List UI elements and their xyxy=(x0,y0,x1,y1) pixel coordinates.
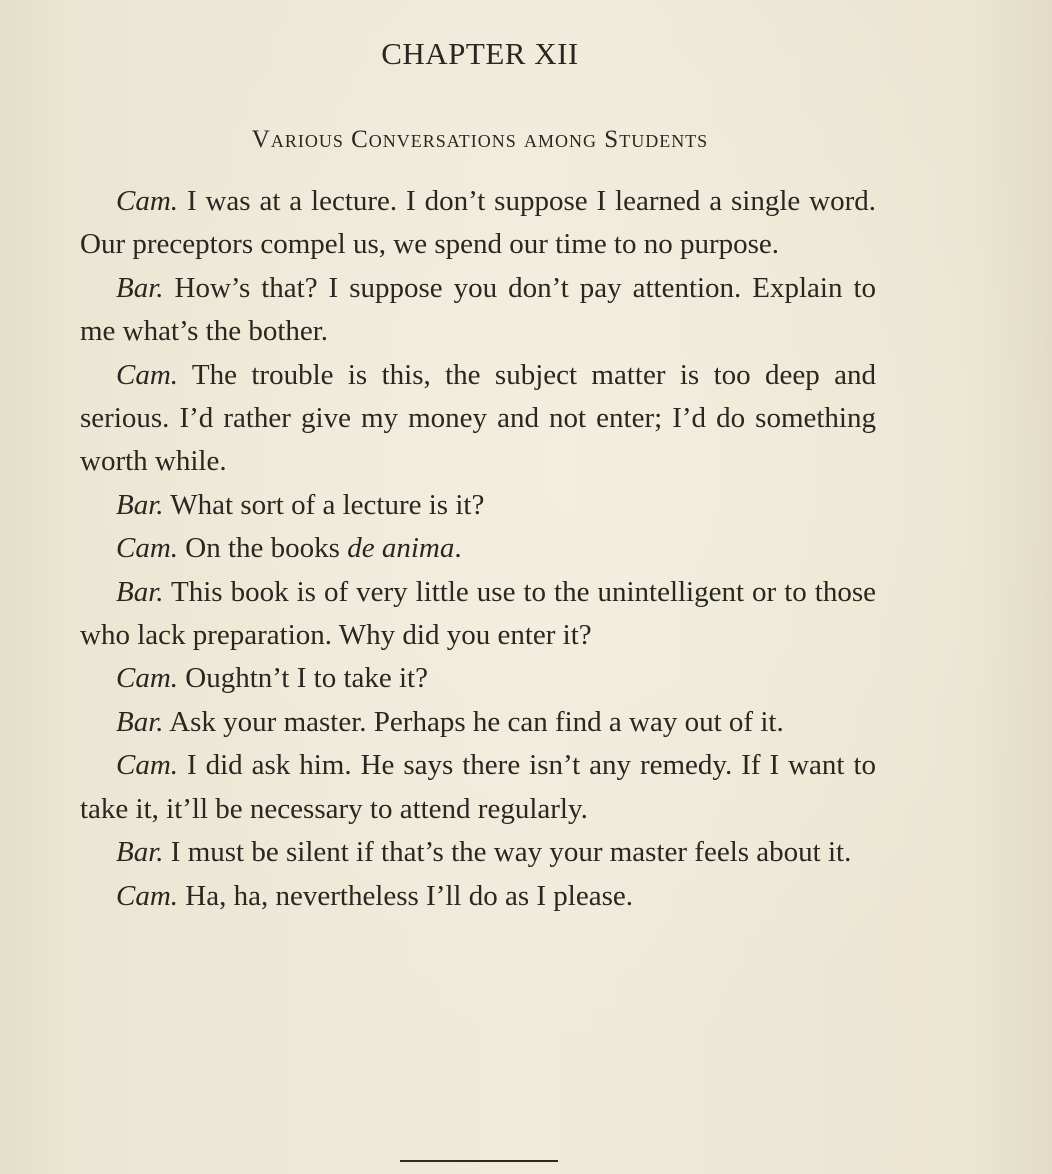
line-text: Oughtn’t I to take it? xyxy=(185,662,428,695)
dialogue-line xyxy=(80,875,876,918)
dialogue-line xyxy=(80,831,876,874)
speaker-name: Cam. xyxy=(116,662,179,695)
dialogue-line xyxy=(80,354,876,484)
speaker-name: Bar. xyxy=(116,271,164,304)
line-text: I must be silent if that’s the way your master feels about it. xyxy=(170,836,852,869)
line-text: I was at a lecture. I don’t suppose I learned a single word. Our preceptors compel us, we spend our time to no purpose. xyxy=(80,185,877,261)
speaker-name: Bar. xyxy=(116,575,164,608)
section-title: Various Conversations among Students xyxy=(251,126,709,153)
dialogue-text xyxy=(80,180,876,918)
dialogue-line xyxy=(80,180,876,267)
line-text: What sort of a lecture is it? xyxy=(170,488,485,521)
dialogue-line xyxy=(80,657,876,700)
section-end-rule xyxy=(400,1160,558,1162)
line-text: This book is of very little use to the unintelligent or to those who lack preparation. Why did you enter it? xyxy=(80,575,876,652)
speaker-name: Bar. xyxy=(116,488,164,521)
line-punctuation: . xyxy=(454,532,462,565)
line-text: On the books xyxy=(185,532,340,565)
speaker-name: Cam. xyxy=(116,879,179,912)
speaker-name: Cam. xyxy=(116,532,179,565)
dialogue-line xyxy=(80,701,876,744)
speaker-name: Cam. xyxy=(116,749,179,782)
dialogue-line xyxy=(80,484,876,527)
dialogue-line xyxy=(80,571,876,658)
speaker-name: Cam. xyxy=(116,358,179,391)
dialogue-line xyxy=(80,527,876,570)
dialogue-line xyxy=(80,744,876,831)
line-text: I did ask him. He says there isn’t any remedy. If I want to take it, it’ll be necessary to attend regularly. xyxy=(80,749,877,825)
line-text: The trouble is this, the subject matter is too deep and serious. I’d rather give my money and not enter; I’d do something worth while. xyxy=(80,358,876,478)
speaker-name: Bar. xyxy=(116,705,164,738)
dialogue-line xyxy=(80,267,876,354)
speaker-name: Bar. xyxy=(116,836,164,869)
latin-title: de anima xyxy=(347,532,455,565)
line-text: Ha, ha, nevertheless I’ll do as I please. xyxy=(185,879,634,912)
line-text: Ask your master. Perhaps he can find a way out of it. xyxy=(169,705,784,738)
speaker-name: Cam. xyxy=(116,185,179,217)
line-text: How’s that? I suppose you don’t pay attention. Explain to me what’s the bother. xyxy=(80,271,877,348)
chapter-title: CHAPTER XII xyxy=(381,36,579,71)
